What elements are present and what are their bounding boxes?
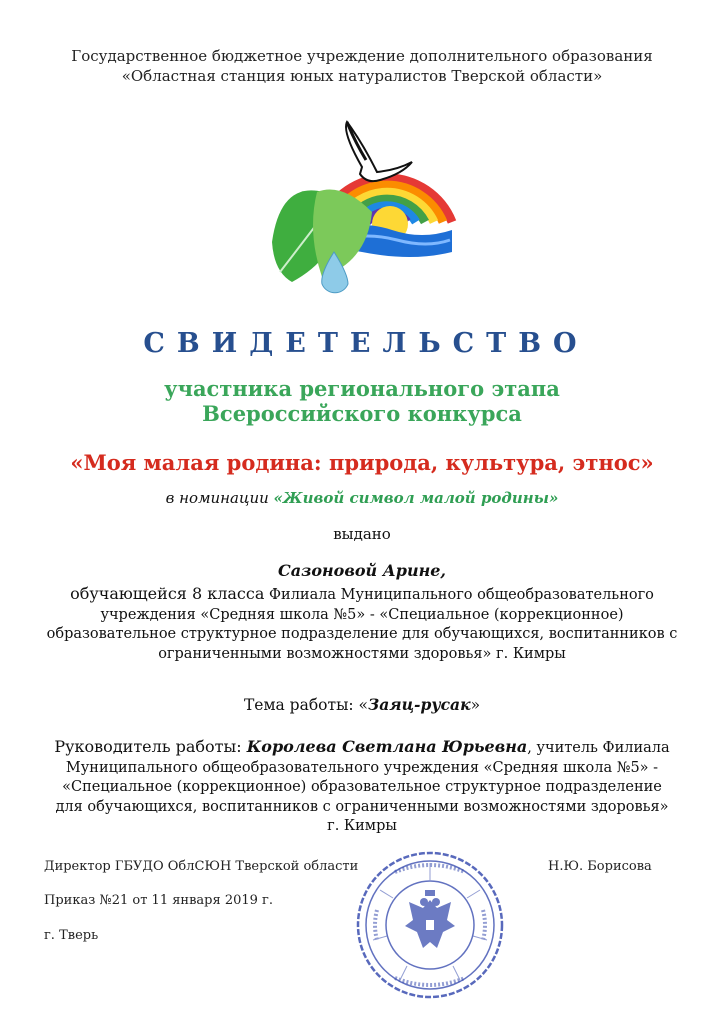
supervisor-line-1 [0,737,724,759]
nomination-name: «Живой символ малой родины» [273,489,559,507]
supervisor-line-4: для обучающихся, воспитанников с ограниченными возможностями здоровья» [55,798,669,815]
supervisor-rest: , учитель Филиала [527,740,670,756]
contest-name: «Моя малая родина: природа, культура, этнос» [70,450,654,475]
student-line-2: учреждения «Средняя школа №5» - «Специальное (коррекционное) [100,606,624,623]
theme-value: Заяц-русак [368,695,471,714]
student-line-1 [0,584,724,606]
org-line-2: «Областная станция юных натуралистов Тверской области» [121,67,603,85]
supervisor-name: Королева Светлана Юрьевна [246,737,528,756]
supervisor-line-2: Муниципального общеобразовательного учреждения «Средняя школа №5» - [65,759,659,776]
student-details [0,584,724,664]
station-logo [262,112,462,302]
student-line-3: образовательное структурное подразделение для обучающихся, воспитанников с [46,626,678,642]
student-rest: Филиала Муниципального общеобразовательного [264,587,654,603]
theme-close: » [470,696,481,714]
org-line-1: Государственное бюджетное учреждение дополнительного образования [71,47,653,65]
recipient-name: Сазоновой Арине, [278,561,446,580]
supervisor-label: Руководитель работы: [54,737,247,756]
supervisor-line-3: «Специальное (коррекционное) образовательное структурное подразделение [62,779,662,795]
student-line-4: ограниченными возможностями здоровья» г. Кимры [158,645,566,662]
nomination-prefix: в номинации [165,489,274,507]
issued-label: выдано [333,525,391,543]
order-number: Приказ №21 от 11 января 2019 г. [44,893,273,908]
director-title: Директор ГБУДО ОблСЮН Тверской области [44,859,359,874]
student-lead: обучающейся 8 класса [70,584,265,603]
certificate-title: СВИДЕТЕЛЬСТВО [143,328,589,359]
work-theme [0,695,724,714]
supervisor-details [0,737,724,837]
organization-header [0,46,724,86]
official-seal-stamp [355,850,505,1000]
director-name: Н.Ю. Борисова [548,859,652,874]
city: г. Тверь [44,928,99,943]
subtitle-line-2: Всероссийского конкурса [202,401,522,426]
theme-label: Тема работы: « [243,696,369,714]
subtitle-line-1: участника регионального этапа [164,376,560,401]
supervisor-line-5: г. Кимры [327,818,397,834]
nomination [0,489,724,507]
certificate-subtitle [0,376,724,426]
